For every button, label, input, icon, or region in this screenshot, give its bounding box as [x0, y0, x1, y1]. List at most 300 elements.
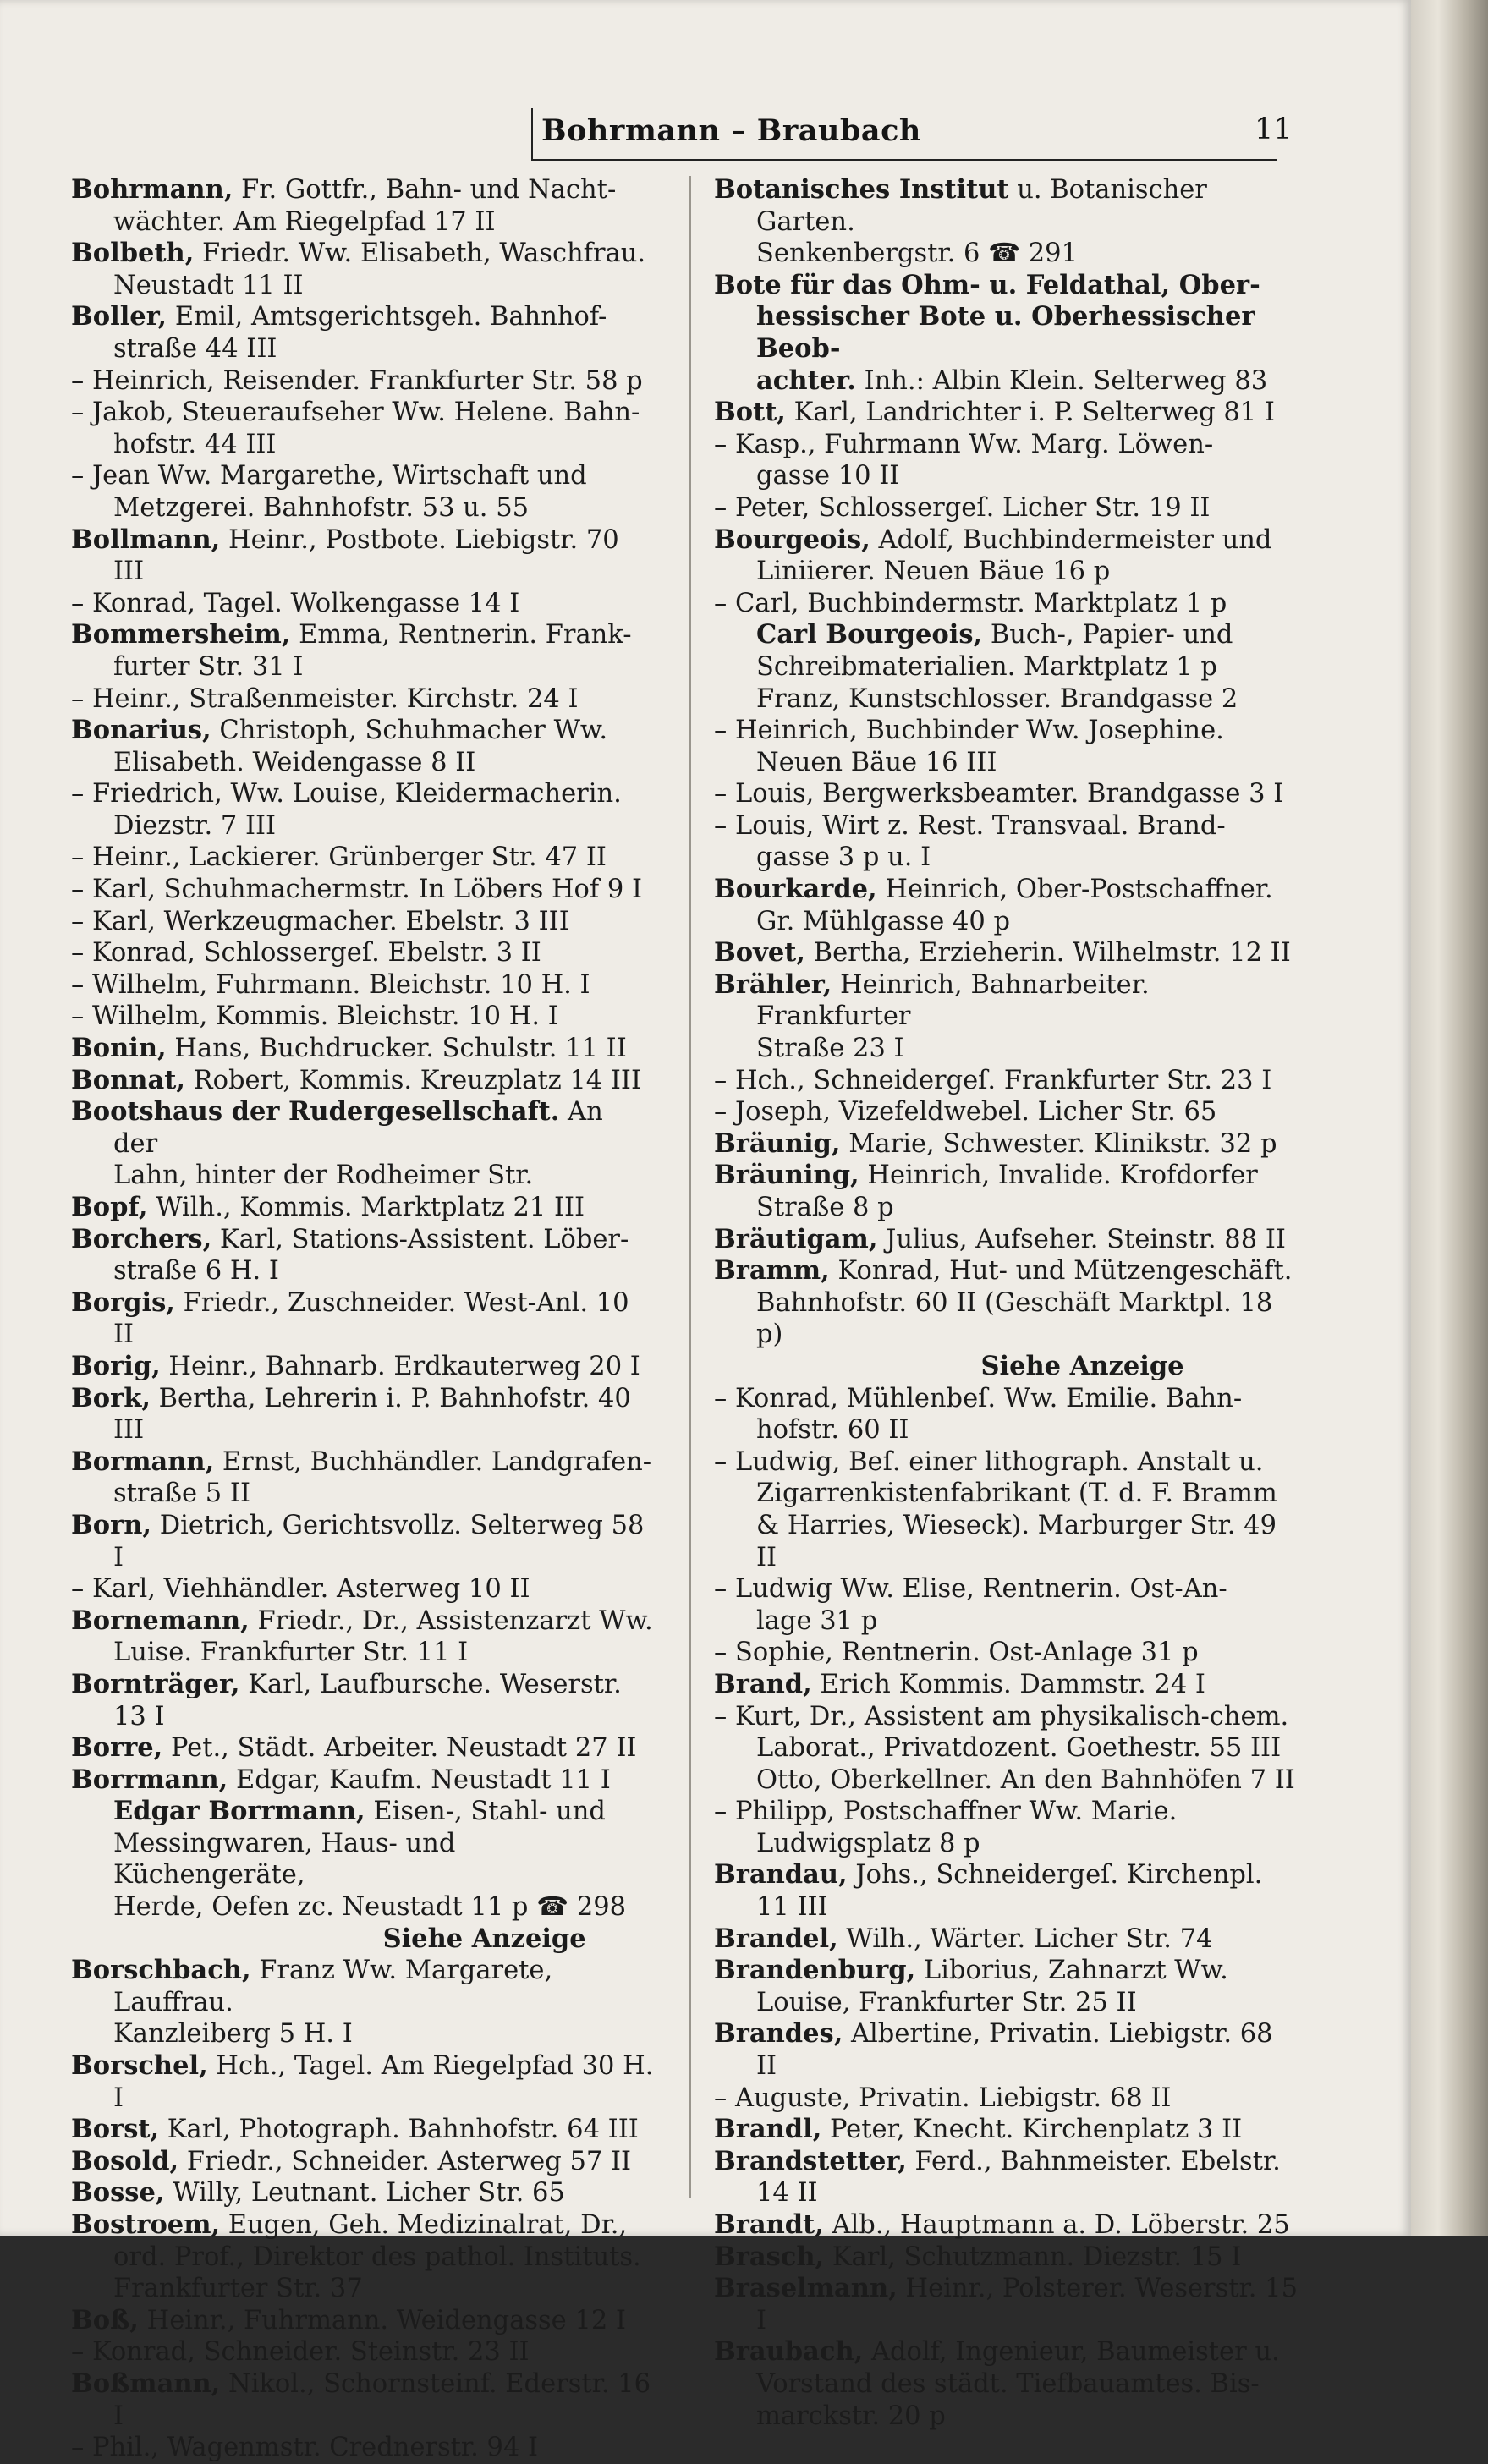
directory-entry-line	[714, 1224, 1298, 1256]
entry-details: – Phil., Wagenmstr. Crednerstr. 94 I	[71, 2433, 539, 2463]
entry-details: Erich Kommis. Dammstr. 24 I	[811, 1669, 1205, 1699]
entry-details: – Jean Ww. Margarethe, Wirtschaft und	[71, 461, 587, 491]
directory-entry-line	[714, 906, 1298, 938]
entry-details: Ludwigsplatz 8 p	[756, 1828, 980, 1858]
entry-details: – Heinr., Straßenmeister. Kirchstr. 24 I	[71, 683, 579, 714]
entry-surname: Bollmann,	[71, 524, 221, 555]
entry-details: – Konrad, Mühlenbeſ. Ww. Emilie. Bahn-	[714, 1383, 1243, 1413]
directory-entry-line	[71, 1796, 655, 1828]
directory-entry-line	[714, 1764, 1298, 1797]
entry-surname: Boß,	[71, 2304, 139, 2335]
directory-entry-line	[714, 810, 1298, 842]
entry-details: Hch., Tagel. Am Riegelpfad 30 H. I	[113, 2051, 662, 2113]
entry-details: – Wilhelm, Fuhrmann. Bleichstr. 10 H. I	[71, 969, 590, 1000]
directory-entry-line	[71, 969, 655, 1002]
directory-entry-line	[71, 1605, 655, 1638]
entry-surname: Borrmann,	[71, 1764, 228, 1795]
entry-details: Bertha, Lehrerin i. P. Bahnhofstr. 40 III	[113, 1383, 640, 1446]
directory-entry-line	[71, 365, 655, 398]
entry-details: Willy, Leutnant. Licher Str. 65	[164, 2178, 565, 2209]
directory-entry-line	[71, 715, 655, 747]
entry-details: Alb., Hauptmann a. D. Löberstr. 25	[823, 2210, 1290, 2240]
directory-entry-line	[714, 1701, 1298, 1733]
entry-details: Heinr., Fuhrmann. Weidengasse 12 I	[138, 2305, 626, 2335]
directory-entry-line	[71, 2273, 655, 2305]
directory-entry-line	[71, 1764, 655, 1797]
entry-details: Gr. Mühlgasse 40 p	[756, 906, 1011, 936]
entry-details: Vorstand des städt. Tiefbauamtes. Bis-	[756, 2368, 1260, 2399]
entry-surname: Bootshaus der Rudergesellschaft.	[71, 1096, 560, 1128]
directory-entry-line	[71, 778, 655, 810]
directory-entry-line	[714, 2209, 1298, 2242]
entry-details: – Konrad, Schneider. Steinstr. 23 II	[71, 2337, 530, 2368]
entry-details: Johs., Schneidergeſ. Kirchenpl. 11 III	[756, 1860, 1271, 1923]
entry-surname: Bote für das Ohm- u. Feldathal, Ober-	[714, 269, 1260, 300]
directory-entry-line	[71, 1287, 655, 1351]
directory-entry-line	[71, 619, 655, 651]
directory-entry-line	[71, 842, 655, 874]
entry-surname: Bräunig,	[714, 1128, 841, 1159]
entry-details: – Ludwig, Beſ. einer lithograph. Anstalt u.	[714, 1446, 1264, 1477]
entry-details: – Konrad, Schlossergeſ. Ebelstr. 3 II	[71, 938, 541, 969]
entry-details: An der	[113, 1097, 612, 1159]
entry-details: Liniierer. Neuen Bäue 16 p	[756, 557, 1111, 587]
entry-surname: Brandstetter,	[714, 2145, 907, 2176]
entry-details: – Konrad, Tagel. Wolkengasse 14 I	[71, 588, 520, 618]
directory-entry-line	[714, 1287, 1298, 1351]
entry-surname: Bourkarde,	[714, 874, 877, 905]
entry-surname: Brandes,	[714, 2018, 843, 2050]
entry-surname: Brasch,	[714, 2241, 825, 2272]
entry-details: – Ludwig Ww. Elise, Rentnerin. Ost-An-	[714, 1574, 1227, 1605]
entry-details: Zigarrenkistenfabrikant (T. d. F. Bramm	[756, 1479, 1277, 1509]
entry-surname: Boller,	[71, 301, 167, 332]
entry-details: Peter, Knecht. Kirchenplatz 3 II	[821, 2115, 1243, 2145]
directory-entry-line	[714, 174, 1298, 238]
entry-details: Nikol., Schornsteinf. Ederstr. 16 I	[113, 2368, 659, 2431]
entry-details: Heinr., Polsterer. Weserstr. 15 I	[756, 2274, 1306, 2335]
directory-entry-line	[71, 2209, 655, 2242]
entry-details: Diezstr. 7 III	[113, 810, 277, 841]
entry-details: Straße 23 I	[756, 1034, 904, 1064]
directory-entry-line	[714, 2114, 1298, 2146]
directory-entry-line	[71, 1510, 655, 1573]
directory-entry-line	[71, 1033, 655, 1065]
entry-surname: Bostroem,	[71, 2209, 221, 2240]
entry-details: ord. Prof., Direktor des pathol. Instituts.	[113, 2242, 641, 2272]
directory-entry-line	[71, 1065, 655, 1097]
directory-entry-line	[71, 1891, 655, 1923]
entry-details: Schreibmaterialien. Marktplatz 1 p	[756, 651, 1217, 682]
entry-details: Wilh., Wärter. Licher Str. 74	[837, 1923, 1213, 1954]
entry-details: Liborius, Zahnarzt Ww.	[915, 1956, 1228, 1986]
entry-surname: Borchers,	[71, 1223, 212, 1254]
directory-entry-line	[714, 238, 1298, 270]
entry-surname: Borig,	[71, 1350, 161, 1381]
running-title: Bohrmann – Braubach	[541, 113, 921, 148]
entry-details: gasse 10 II	[756, 461, 900, 491]
entry-surname: Bramm,	[714, 1255, 830, 1287]
entry-surname: Bornemann,	[71, 1605, 250, 1636]
directory-entry-line	[714, 715, 1298, 747]
entry-details: Heinr., Bahnarb. Erdkauterweg 20 I	[160, 1351, 640, 1381]
entry-details: Karl, Photograph. Bahnhofstr. 64 III	[159, 2115, 639, 2145]
directory-entry-line	[714, 1255, 1298, 1287]
directory-entry-line	[714, 651, 1298, 683]
entry-surname: Bormann,	[71, 1446, 215, 1477]
entry-details: Friedr. Ww. Elisabeth, Waschfrau.	[194, 239, 646, 269]
entry-details: Ernst, Buchhändler. Landgrafen-	[214, 1446, 652, 1477]
entry-surname: achter.	[756, 365, 856, 396]
entry-details: Karl, Schutzmann. Diezstr. 15 I	[824, 2242, 1242, 2272]
directory-entry-line	[714, 1096, 1298, 1128]
entry-details: Friedr., Schneider. Asterweg 57 II	[178, 2146, 632, 2176]
entry-details: Metzgerei. Bahnhofstr. 53 u. 55	[113, 492, 530, 523]
directory-entry-line	[714, 1796, 1298, 1828]
entry-details: Franz Ww. Margarete, Lauffrau.	[113, 1956, 561, 2017]
entry-details: straße 44 III	[113, 333, 277, 364]
page-number: 11	[1255, 112, 1293, 146]
entry-surname: Bork,	[71, 1382, 151, 1413]
entry-surname: Bosold,	[71, 2145, 179, 2176]
directory-entry-line	[71, 2114, 655, 2146]
directory-entry-line	[71, 238, 655, 270]
directory-entry-line	[71, 270, 655, 302]
directory-entry-line	[714, 619, 1298, 651]
directory-entry-line	[71, 1828, 655, 1891]
entry-details: Neustadt 11 II	[113, 270, 304, 300]
entry-details: Heinrich, Ober-Postschaffner.	[876, 875, 1273, 905]
directory-entry-line	[714, 492, 1298, 524]
directory-entry-line	[71, 2050, 662, 2114]
directory-entry-line	[714, 1987, 1298, 2019]
directory-entry-line	[714, 460, 1298, 492]
entry-surname: Brandenburg,	[714, 1955, 916, 1986]
entry-surname: Borst,	[71, 2114, 160, 2145]
directory-entry-line	[714, 2083, 1298, 2115]
entry-surname: Braubach,	[714, 2336, 864, 2368]
directory-entry-line	[714, 1605, 1298, 1638]
directory-entry-line	[714, 1160, 1298, 1192]
entry-details: – Peter, Schlossergeſ. Licher Str. 19 II	[714, 492, 1211, 523]
entry-details: – Sophie, Rentnerin. Ost-Anlage 31 p	[714, 1638, 1199, 1668]
entry-details: – Jakob, Steueraufseher Ww. Helene. Bahn-	[71, 398, 640, 428]
entry-details: – Wilhelm, Kommis. Bleichstr. 10 H. I	[71, 1002, 558, 1032]
directory-entry-line	[714, 1383, 1298, 1415]
entry-details: Konrad, Hut- und Mützengeschäft.	[829, 1256, 1293, 1287]
directory-entry-line	[71, 1669, 655, 1732]
directory-entry-line	[714, 1828, 1298, 1860]
entry-surname: Born,	[71, 1509, 151, 1540]
directory-entry-line	[71, 206, 655, 239]
entry-surname: Bovet,	[714, 937, 805, 969]
entry-details: – Heinr., Lackierer. Grünberger Str. 47 II	[71, 842, 607, 873]
entry-surname: Brandau,	[714, 1859, 848, 1891]
entry-details: – Louis, Bergwerksbeamter. Brandgasse 3 I	[714, 779, 1284, 809]
directory-entry-line	[714, 2401, 1298, 2433]
entry-surname: Borschbach,	[71, 1955, 251, 1986]
directory-entry-line	[71, 1955, 655, 2018]
directory-entry-line	[71, 174, 655, 206]
entry-surname: Bosse,	[71, 2177, 165, 2209]
directory-entry-line	[71, 397, 655, 429]
entry-surname: hessischer Bote u. Oberhessischer Beob-	[756, 301, 1265, 364]
entry-details: Bertha, Erzieherin. Wilhelmstr. 12 II	[804, 938, 1291, 969]
right-column	[714, 174, 1306, 2432]
entry-details: Albertine, Privatin. Liebigstr. 68 II	[756, 2019, 1282, 2082]
entry-surname: Bräuning,	[714, 1160, 859, 1191]
directory-entry-line	[714, 1573, 1298, 1605]
directory-entry-line	[714, 2368, 1298, 2401]
entry-details: Heinr., Postbote. Liebigstr. 70 III	[113, 524, 628, 587]
entry-details: Karl, Stations-Assistent. Löber-	[211, 1224, 629, 1254]
entry-details: Straße 8 p	[756, 1193, 894, 1222]
entry-surname: Bommersheim,	[71, 619, 291, 650]
entry-surname: Bonnat,	[71, 1064, 185, 1095]
directory-entry-line	[714, 1446, 1298, 1479]
directory-entry-line	[714, 1510, 1298, 1573]
directory-entry-line	[714, 842, 1298, 874]
directory-entry-line	[714, 683, 1298, 716]
entry-details: Eugen, Geh. Medizinalrat, Dr.,	[220, 2210, 628, 2240]
directory-entry-line	[71, 2432, 655, 2464]
entry-details: – Friedrich, Ww. Louise, Kleidermacherin.	[71, 779, 622, 809]
entry-surname: Bohrmann,	[71, 174, 233, 205]
entry-details: & Harries, Wieseck). Marburger Str. 49 II	[756, 1510, 1285, 1572]
directory-entry-line	[714, 2242, 1298, 2274]
entry-surname: Bourgeois,	[714, 524, 870, 555]
entry-details: Friedr., Zuschneider. West-Anl. 10 II	[113, 1287, 638, 1350]
entry-surname: Bopf,	[71, 1192, 148, 1222]
entry-details: – Auguste, Privatin. Liebigstr. 68 II	[714, 2083, 1172, 2113]
directory-entry-line	[714, 524, 1298, 557]
entry-details: Friedr., Dr., Assistenzarzt Ww.	[249, 1605, 653, 1636]
entry-details: lage 31 p	[756, 1605, 878, 1636]
entry-details: gasse 3 p u. I	[756, 842, 931, 873]
entry-details: Senkenbergstr. 6 ☎ 291	[756, 239, 1078, 269]
entry-surname: Braselmann,	[714, 2273, 898, 2304]
entry-details: – Heinrich, Buchbinder Ww. Josephine.	[714, 716, 1224, 746]
directory-entry-line	[714, 2146, 1298, 2209]
directory-entry-line	[714, 1637, 1298, 1669]
entry-surname: Boßmann,	[71, 2368, 221, 2399]
entry-surname: Borgis,	[71, 1287, 175, 1318]
entry-surname: Borre,	[71, 1732, 163, 1764]
entry-surname: Brandt,	[714, 2209, 824, 2240]
entry-surname: Carl Bourgeois,	[756, 619, 983, 650]
directory-entry-line	[71, 2305, 655, 2337]
entry-details: Marie, Schwester. Klinikstr. 32 p	[840, 1128, 1277, 1159]
entry-details: Messingwaren, Haus- und Küchengeräte,	[113, 1828, 464, 1891]
directory-entry-line	[71, 683, 655, 716]
directory-entry-line	[71, 1160, 655, 1192]
entry-details: marckstr. 20 p	[756, 2401, 946, 2431]
entry-details: Herde, Oefen zc. Neustadt 11 p ☎ 298	[113, 1892, 627, 1923]
entry-details: Karl, Laufbursche. Weserstr. 13 I	[113, 1669, 630, 1731]
directory-entry-line	[71, 1732, 655, 1764]
entry-details: Elisabeth. Weidengasse 8 II	[113, 747, 476, 777]
entry-details: Neuen Bäue 16 III	[756, 747, 997, 777]
entry-surname: Botanisches Institut	[714, 174, 1009, 205]
entry-details: Heinrich, Invalide. Krofdorfer	[859, 1161, 1258, 1191]
entry-details: Hans, Buchdrucker. Schulstr. 11 II	[166, 1034, 627, 1064]
entry-details: Siehe Anzeige	[756, 1350, 1184, 1381]
directory-entry-line	[714, 1923, 1298, 1956]
directory-entry-line	[714, 1351, 1298, 1383]
directory-entry-line	[714, 2336, 1298, 2368]
directory-entry-line	[71, 2018, 655, 2050]
directory-entry-line	[71, 1637, 655, 1669]
entry-details: Kanzleiberg 5 H. I	[113, 2019, 353, 2050]
directory-entry-line	[714, 588, 1298, 620]
entry-surname: Edgar Borrmann,	[113, 1796, 365, 1827]
entry-details: Eisen-, Stahl- und	[365, 1797, 606, 1827]
directory-entry-line	[71, 2368, 659, 2432]
directory-entry-line	[71, 2336, 655, 2368]
directory-entry-line	[714, 778, 1298, 810]
entry-details: – Kurt, Dr., Assistent am physikalisch-chem.	[714, 1701, 1289, 1731]
entry-details: wächter. Am Riegelpfad 17 II	[113, 206, 496, 237]
entry-details: Inh.: Albin Klein. Selterweg 83	[855, 365, 1268, 396]
entry-details: – Philipp, Postschaffner Ww. Marie.	[714, 1797, 1178, 1827]
entry-details: Franz, Kunstschlosser. Brandgasse 2	[756, 683, 1238, 714]
entry-surname: Bott,	[714, 397, 786, 428]
directory-entry-line	[71, 460, 655, 492]
entry-details: Bahnhofstr. 60 II (Geschäft Marktpl. 18 p)	[756, 1287, 1282, 1350]
entry-details: furter Str. 31 I	[113, 651, 304, 682]
entry-details: – Joseph, Vizefeldwebel. Licher Str. 65	[714, 1097, 1217, 1128]
directory-entry-line	[71, 1224, 655, 1256]
entry-details: Heinrich, Bahnarbeiter. Frankfurter	[756, 969, 1158, 1032]
directory-entry-line	[714, 301, 1298, 365]
directory-entry-line	[71, 1192, 655, 1224]
entry-details: Adolf, Buchbindermeister und	[870, 524, 1272, 555]
directory-entry-line	[71, 1351, 655, 1383]
entry-surname: Bonarius,	[71, 715, 211, 746]
entry-details: Laborat., Privatdozent. Goethestr. 55 III	[756, 1733, 1282, 1764]
directory-entry-line	[714, 270, 1298, 302]
directory-entry-line	[71, 492, 655, 524]
entry-surname: Brähler,	[714, 969, 832, 1000]
directory-entry-line	[71, 524, 655, 588]
directory-entry-line	[71, 1096, 655, 1160]
directory-entry-line	[714, 556, 1298, 588]
running-header	[531, 108, 1277, 161]
entry-details: Wilh., Kommis. Marktplatz 21 III	[147, 1193, 585, 1222]
directory-entry-line	[714, 969, 1298, 1033]
directory-entry-line	[71, 1573, 655, 1605]
directory-entry-line	[71, 588, 655, 620]
column-divider	[689, 176, 691, 2198]
entry-details: – Karl, Werkzeugmacher. Ebelstr. 3 III	[71, 906, 569, 936]
directory-entry-line	[71, 2177, 655, 2209]
directory-entry-line	[714, 1128, 1298, 1161]
entry-details: Robert, Kommis. Kreuzplatz 14 III	[184, 1065, 642, 1095]
directory-entry-line	[714, 429, 1298, 461]
entry-details: – Kasp., Fuhrmann Ww. Marg. Löwen-	[714, 429, 1214, 459]
entry-details: Siehe Anzeige	[113, 1923, 586, 1954]
entry-details: u. Botanischer Garten.	[756, 175, 1216, 237]
directory-entry-line	[714, 1955, 1298, 1987]
directory-entry-line	[714, 874, 1298, 906]
left-column	[71, 174, 662, 2464]
directory-entry-line	[71, 301, 655, 333]
entry-surname: Bräutigam,	[714, 1223, 878, 1254]
entry-details: Dietrich, Gerichtsvollz. Selterweg 58 I	[113, 1510, 653, 1572]
entry-details: Frankfurter Str. 37	[113, 2274, 363, 2304]
directory-entry-line	[71, 1001, 655, 1033]
directory-entry-line	[714, 1732, 1298, 1764]
entry-details: Lahn, hinter der Rodheimer Str.	[113, 1161, 534, 1191]
directory-entry-line	[714, 1414, 1298, 1446]
directory-entry-line	[71, 2146, 655, 2178]
directory-entry-line	[714, 937, 1298, 969]
entry-details: Luise. Frankfurter Str. 11 I	[113, 1638, 469, 1668]
entry-details: Pet., Städt. Arbeiter. Neustadt 27 II	[162, 1733, 637, 1764]
directory-entry-line	[71, 1383, 655, 1446]
entry-details: straße 6 H. I	[113, 1256, 279, 1287]
entry-details: Buch-, Papier- und	[982, 620, 1233, 650]
entry-details: – Karl, Viehhändler. Asterweg 10 II	[71, 1574, 530, 1605]
entry-details: straße 5 II	[113, 1479, 250, 1509]
entry-details: Otto, Oberkellner. An den Bahnhöfen 7 II	[756, 1764, 1295, 1795]
entry-details: – Heinrich, Reisender. Frankfurter Str. 58 p	[71, 365, 643, 396]
entry-surname: Brandel,	[714, 1923, 838, 1954]
directory-entry-line	[714, 397, 1298, 429]
directory-entry-line	[714, 1478, 1298, 1510]
directory-entry-line	[71, 333, 655, 365]
directory-entry-line	[714, 1669, 1298, 1701]
entry-details: Fr. Gottfr., Bahn- und Nacht-	[233, 175, 617, 205]
entry-details: – Louis, Wirt z. Rest. Transvaal. Brand-	[714, 810, 1226, 841]
entry-surname: Brand,	[714, 1668, 812, 1699]
directory-entry-line	[71, 747, 655, 779]
entry-details: Julius, Aufseher. Steinstr. 88 II	[877, 1224, 1286, 1254]
entry-surname: Bonin,	[71, 1033, 167, 1064]
entry-surname: Bolbeth,	[71, 238, 195, 269]
entry-details: Emil, Amtsgerichtsgeh. Bahnhof-	[167, 302, 607, 332]
directory-entry-line	[714, 1065, 1298, 1097]
entry-details: Karl, Landrichter i. P. Selterweg 81 I	[785, 398, 1275, 428]
directory-entry-line	[71, 1923, 655, 1956]
directory-entry-line	[71, 429, 655, 461]
entry-details: Ferd., Bahnmeister. Ebelstr. 14 II	[756, 2146, 1289, 2209]
entry-details: Emma, Rentnerin. Frank-	[290, 620, 632, 650]
entry-details: – Karl, Schuhmachermstr. In Löbers Hof 9 I	[71, 875, 643, 905]
directory-entry-line	[71, 1255, 655, 1287]
directory-entry-line	[714, 1859, 1298, 1923]
directory-entry-line	[714, 1192, 1298, 1224]
directory-entry-line	[71, 651, 655, 683]
directory-entry-line	[71, 810, 655, 842]
directory-entry-line	[71, 2242, 655, 2274]
directory-entry-line	[71, 1446, 655, 1479]
entry-surname: Bornträger,	[71, 1668, 240, 1699]
directory-entry-line	[71, 937, 655, 969]
directory-entry-line	[71, 874, 655, 906]
directory-entry-line	[714, 1033, 1298, 1065]
directory-entry-line	[71, 906, 655, 938]
directory-entry-line	[714, 747, 1298, 779]
directory-entry-line	[714, 365, 1298, 398]
entry-details: – Carl, Buchbindermstr. Marktplatz 1 p	[714, 588, 1227, 618]
entry-surname: Brandl,	[714, 2114, 822, 2145]
directory-entry-line	[714, 2018, 1298, 2082]
entry-details: Christoph, Schuhmacher Ww.	[211, 716, 608, 746]
entry-surname: Borschel,	[71, 2050, 208, 2082]
entry-details: Edgar, Kaufm. Neustadt 11 I	[228, 1764, 611, 1795]
entry-details: Louise, Frankfurter Str. 25 II	[756, 1987, 1137, 2017]
